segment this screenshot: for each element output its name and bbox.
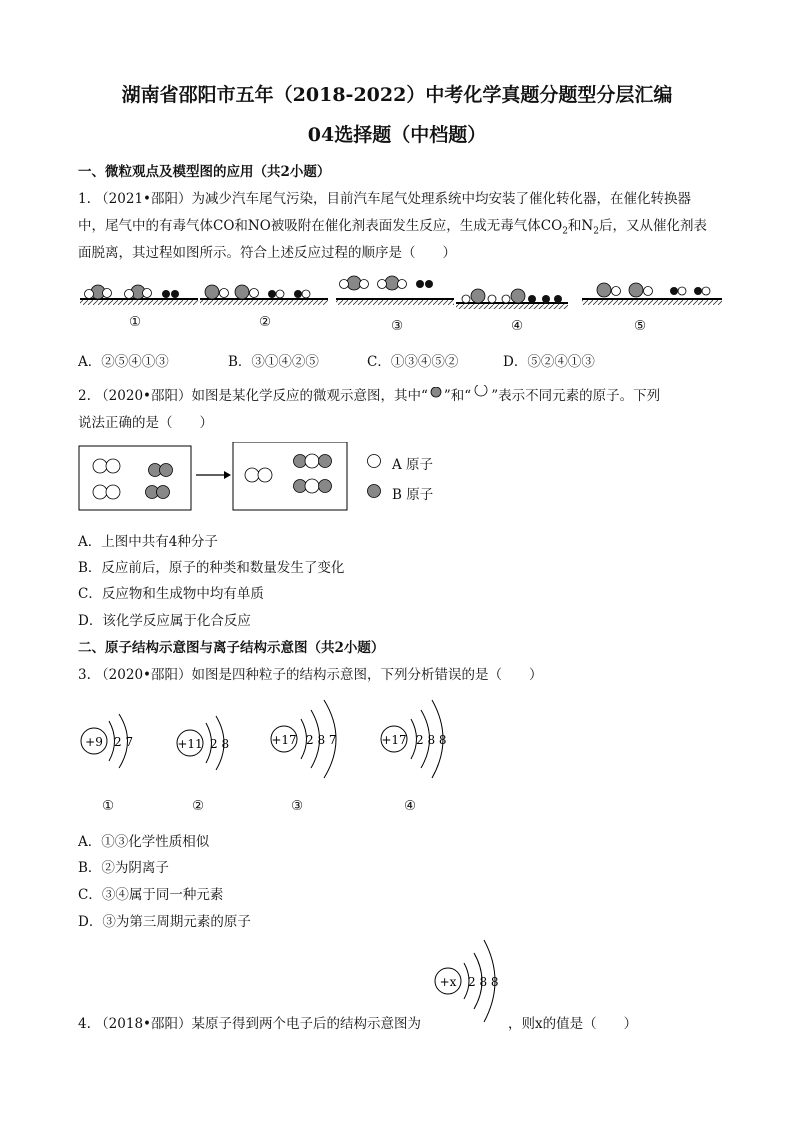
q1-stem-line3: 面脱离，其过程如图所示。符合上述反应过程的顺序是（ ） (78, 245, 456, 261)
q1-option-b[interactable]: B．③①④②⑤ (228, 354, 319, 370)
q2-stem-line2: 说法正确的是（ ） (78, 415, 213, 431)
q1-option-d[interactable]: D．⑤②④①③ (503, 354, 595, 370)
q1-figure-label-4: ④ (510, 318, 524, 334)
q2-option-b[interactable]: B．反应前后，原子的种类和数量发生了变化 (78, 560, 345, 576)
gray-atom-icon (428, 387, 444, 401)
q1-figure-3 (336, 276, 454, 305)
q4-stem-a: 4. （2018•邵阳）某原子得到两个电子后的结构示意图为 (78, 1016, 421, 1032)
q3-atom-2-nucleus: +11 (177, 737, 203, 751)
q1-figure-label-2: ② (258, 314, 272, 330)
q1-option-c[interactable]: C．①③④⑤② (367, 354, 459, 370)
q4-stem-b: ，则x的值是（ ） (508, 1016, 638, 1032)
q1-figure-label-3: ③ (390, 318, 404, 334)
q1-stem-line2: 中，尾气中的有毒气体CO和NO被吸附在催化剂表面发生反应，生成无毒气体$CO_2$和$N_2$后，又从催化剂表 (78, 218, 707, 237)
q3-atom-2-label: ② (191, 798, 205, 814)
q2-stem-line1: 2. （2020•邵阳）如图是某化学反应的微观示意图，其中“ ”和“ ”表示不同元素的原子。下列 (78, 384, 660, 404)
q3-atom-4-label: ④ (403, 798, 417, 814)
q3-atom-3-diagram (266, 690, 386, 785)
q4-nucleus: +x (439, 975, 457, 989)
q1-figure-1 (80, 285, 198, 305)
page-title: 湖南省邵阳市五年（2018-2022）中考化学真题分题型分层汇编 (121, 84, 673, 106)
q3-option-b[interactable]: B．②为阴离子 (78, 860, 169, 876)
legend-b-atom-icon (366, 483, 384, 501)
legend-a-label: A 原子 (392, 457, 434, 473)
q1-option-a[interactable]: A．②⑤④①③ (78, 354, 169, 370)
q4-shells: 2 8 8 (468, 975, 499, 989)
q4-ion-diagram (430, 932, 520, 1027)
q1-figure-5 (582, 283, 722, 305)
q3-atom-4-nucleus: +17 (381, 733, 407, 747)
section-heading-1: 一、微粒观点及模型图的应用（共2小题） (78, 164, 331, 180)
q3-atom-3-nucleus: +17 (271, 733, 297, 747)
q1-figure-2 (200, 285, 328, 305)
q3-atom-4-diagram (376, 690, 496, 785)
q1-stem-line1: 1. （2021•邵阳）为减少汽车尾气污染，目前汽车尾气处理系统中均安装了催化转化器，在催化转换器 (78, 191, 691, 207)
q2-option-a[interactable]: A．上图中共有4种分子 (78, 534, 218, 550)
q3-atom-2-shells: 2 8 (210, 737, 230, 751)
q1-figure-4 (456, 289, 568, 309)
q3-atom-3-label: ③ (290, 798, 304, 814)
q3-atom-1-shells: 2 7 (114, 735, 134, 749)
section-heading-2: 二、原子结构示意图与离子结构示意图（共2小题） (78, 640, 385, 656)
q3-atom-1-nucleus: +9 (85, 735, 103, 749)
q3-atom-4-shells: 2 8 8 (416, 733, 447, 747)
page-subtitle: 04选择题（中档题） (307, 124, 487, 146)
q3-option-c[interactable]: C．③④属于同一种元素 (78, 887, 224, 903)
q3-stem: 3. （2020•邵阳）如图是四种粒子的结构示意图，下列分析错误的是（ ） (78, 667, 543, 683)
q3-atom-1-label: ① (101, 798, 115, 814)
q3-option-d[interactable]: D．③为第三周期元素的原子 (78, 914, 251, 930)
q1-figure-label-5: ⑤ (633, 318, 647, 334)
q1-figure-label-1: ① (128, 314, 142, 330)
q2-product-box (232, 442, 352, 512)
legend-a-atom-icon (366, 453, 384, 471)
q2-option-d[interactable]: D．该化学反应属于化合反应 (78, 613, 251, 629)
q2-option-c[interactable]: C．反应物和生成物中均有单质 (78, 586, 264, 602)
legend-b-label: B 原子 (392, 487, 434, 503)
q3-option-a[interactable]: A．①③化学性质相似 (78, 834, 210, 850)
white-atom-icon (471, 385, 491, 401)
q3-atom-3-shells: 2 8 7 (306, 733, 337, 747)
